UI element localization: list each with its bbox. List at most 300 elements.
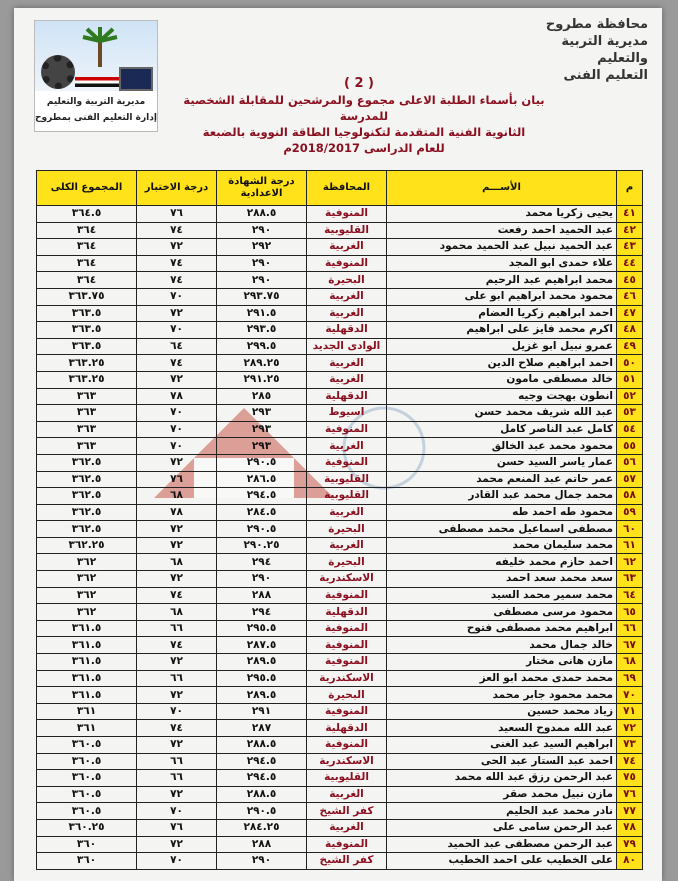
directorate-logo (34, 20, 158, 132)
table-row (37, 819, 643, 836)
prep-score-cell: ٢٩٤ (217, 554, 307, 571)
governorate-cell: الدقهلية (307, 720, 387, 737)
total-score-cell: ٣٦١.٥ (37, 687, 137, 704)
student-name-cell: مازن هانى مختار (387, 654, 617, 671)
total-score-cell: ٣٦٣.٢٥ (37, 371, 137, 388)
col-header-prep-score: درجة الشهادة الاعدادية (217, 171, 307, 206)
total-score-cell: ٣٦٤ (37, 255, 137, 272)
governorate-cell: الغربية (307, 288, 387, 305)
prep-score-cell: ٢٨٨.٥ (217, 786, 307, 803)
prep-score-cell: ٢٨٦.٥ (217, 471, 307, 488)
row-number-cell: ٦٤ (617, 587, 643, 604)
prep-score-cell: ٢٩٠ (217, 255, 307, 272)
prep-score-cell: ٢٩٠ (217, 853, 307, 870)
table-row (37, 371, 643, 388)
test-score-cell: ٧٢ (137, 786, 217, 803)
row-number-cell: ٧٣ (617, 737, 643, 754)
test-score-cell: ٧٢ (137, 371, 217, 388)
row-number-cell: ٧٥ (617, 770, 643, 787)
governorate-cell: القليوبية (307, 488, 387, 505)
test-score-cell: ٧٤ (137, 222, 217, 239)
table-row (37, 803, 643, 820)
student-name-cell: عمار ياسر السيد حسن (387, 454, 617, 471)
total-score-cell: ٣٦٢.٥ (37, 454, 137, 471)
governorate-cell: البحيرة (307, 521, 387, 538)
prep-score-cell: ٢٩٤.٥ (217, 770, 307, 787)
test-score-cell: ٧٨ (137, 504, 217, 521)
total-score-cell: ٣٦٤ (37, 222, 137, 239)
table-row (37, 836, 643, 853)
col-header-total: المجموع الكلى (37, 171, 137, 206)
table-row (37, 305, 643, 322)
total-score-cell: ٣٦٣.٥ (37, 338, 137, 355)
student-name-cell: عبد الله ممدوح السعيد (387, 720, 617, 737)
table-row (37, 587, 643, 604)
total-score-cell: ٣٦٠.٥ (37, 803, 137, 820)
col-header-governorate: المحافظة (307, 171, 387, 206)
row-number-cell: ٥٤ (617, 421, 643, 438)
table-row (37, 471, 643, 488)
test-score-cell: ٧٦ (137, 819, 217, 836)
row-number-cell: ٤٦ (617, 288, 643, 305)
prep-score-cell: ٢٩٠.٥ (217, 521, 307, 538)
governorate-cell: المنوفية (307, 421, 387, 438)
governorate-cell: الغربية (307, 504, 387, 521)
row-number-cell: ٧٩ (617, 836, 643, 853)
governorate-cell: الغربية (307, 239, 387, 256)
total-score-cell: ٣٦٢ (37, 604, 137, 621)
prep-score-cell: ٢٨٨.٥ (217, 737, 307, 754)
test-score-cell: ٦٦ (137, 620, 217, 637)
student-name-cell: محمود محمد ابراهيم ابو على (387, 288, 617, 305)
row-number-cell: ٥٢ (617, 388, 643, 405)
prep-score-cell: ٢٩١ (217, 703, 307, 720)
row-number-cell: ٦٣ (617, 571, 643, 588)
total-score-cell: ٣٦٣.٢٥ (37, 355, 137, 372)
row-number-cell: ٦٦ (617, 620, 643, 637)
row-number-cell: ٦٢ (617, 554, 643, 571)
prep-score-cell: ٢٨٤.٢٥ (217, 819, 307, 836)
governorate-cell: الدقهلية (307, 322, 387, 339)
student-name-cell: محمود طه احمد طه (387, 504, 617, 521)
total-score-cell: ٣٦٠ (37, 836, 137, 853)
prep-score-cell: ٢٩٠.٥ (217, 803, 307, 820)
governorate-cell: القليوبية (307, 222, 387, 239)
test-score-cell: ٧٢ (137, 687, 217, 704)
student-name-cell: محمد سمير محمد السيد (387, 587, 617, 604)
total-score-cell: ٣٦٠ (37, 853, 137, 870)
test-score-cell: ٧٠ (137, 322, 217, 339)
prep-score-cell: ٢٩٤ (217, 604, 307, 621)
total-score-cell: ٣٦٠.٥ (37, 770, 137, 787)
department-line: التعليم الفنى (563, 68, 648, 83)
prep-score-cell: ٢٩٣.٥ (217, 322, 307, 339)
row-number-cell: ٤٤ (617, 255, 643, 272)
table-row (37, 620, 643, 637)
prep-score-cell: ٢٩١.٢٥ (217, 371, 307, 388)
student-name-cell: ابراهيم السيد عبد الغنى (387, 737, 617, 754)
governorate-cell: كفر الشيخ (307, 803, 387, 820)
test-score-cell: ٧٠ (137, 803, 217, 820)
total-score-cell: ٣٦١.٥ (37, 637, 137, 654)
table-row (37, 753, 643, 770)
total-score-cell: ٣٦١ (37, 720, 137, 737)
row-number-cell: ٤٨ (617, 322, 643, 339)
table-row (37, 206, 643, 223)
col-header-num: م (617, 171, 643, 206)
table-row (37, 405, 643, 422)
row-number-cell: ٤١ (617, 206, 643, 223)
student-name-cell: زياد محمد حسين (387, 703, 617, 720)
prep-score-cell: ٢٨٧.٥ (217, 637, 307, 654)
title-line-2: الثانوية الفنية المتقدمة لتكنولوجيا الطاقة النووية بالضبعة (202, 125, 526, 139)
total-score-cell: ٣٦٢.٢٥ (37, 537, 137, 554)
test-score-cell: ٧٤ (137, 637, 217, 654)
row-number-cell: ٦٩ (617, 670, 643, 687)
governorate-cell: البحيرة (307, 687, 387, 704)
governorate-cell: الدقهلية (307, 604, 387, 621)
prep-score-cell: ٢٨٨ (217, 587, 307, 604)
governorate-cell: البحيرة (307, 554, 387, 571)
prep-score-cell: ٢٩٤.٥ (217, 488, 307, 505)
row-number-cell: ٤٥ (617, 272, 643, 289)
table-row (37, 488, 643, 505)
prep-score-cell: ٢٨٨ (217, 836, 307, 853)
governorate-cell: المنوفية (307, 737, 387, 754)
table-row (37, 222, 643, 239)
test-score-cell: ٧٢ (137, 571, 217, 588)
row-number-cell: ٥٨ (617, 488, 643, 505)
student-name-cell: احمد عبد الستار عبد الحى (387, 753, 617, 770)
prep-score-cell: ٢٨٥ (217, 388, 307, 405)
test-score-cell: ٧٢ (137, 305, 217, 322)
total-score-cell: ٣٦٢.٥ (37, 521, 137, 538)
sheet-number: ( 2 ) (344, 76, 374, 91)
student-name-cell: محمد سليمان محمد (387, 537, 617, 554)
table-row (37, 703, 643, 720)
student-name-cell: محمد محمود جابر محمد (387, 687, 617, 704)
total-score-cell: ٣٦٣ (37, 421, 137, 438)
test-score-cell: ٧٠ (137, 703, 217, 720)
row-number-cell: ٧٢ (617, 720, 643, 737)
student-name-cell: عمرو نبيل ابو غزيل (387, 338, 617, 355)
total-score-cell: ٣٦٢.٥ (37, 488, 137, 505)
total-score-cell: ٣٦٣ (37, 405, 137, 422)
table-row (37, 786, 643, 803)
test-score-cell: ٧٢ (137, 239, 217, 256)
governorate-cell: المنوفية (307, 206, 387, 223)
student-name-cell: عبد الله شريف محمد حسن (387, 405, 617, 422)
governorate-cell: القليوبية (307, 770, 387, 787)
student-name-cell: سعد محمد سعد احمد (387, 571, 617, 588)
test-score-cell: ٦٨ (137, 554, 217, 571)
row-number-cell: ٧٤ (617, 753, 643, 770)
row-number-cell: ٤٢ (617, 222, 643, 239)
egypt-flag-icon (75, 77, 119, 87)
logo-caption-department: إدارة التعليم الفنى بمطروح (35, 113, 157, 123)
row-number-cell: ٧١ (617, 703, 643, 720)
governorate-cell: البحيرة (307, 272, 387, 289)
row-number-cell: ٧٠ (617, 687, 643, 704)
prep-score-cell: ٢٩٣ (217, 438, 307, 455)
student-name-cell: احمد ابراهيم زكريا العضام (387, 305, 617, 322)
total-score-cell: ٣٦٠.٥ (37, 737, 137, 754)
total-score-cell: ٣٦١ (37, 703, 137, 720)
table-body (37, 206, 643, 870)
governorate-cell: المنوفية (307, 454, 387, 471)
test-score-cell: ٦٦ (137, 770, 217, 787)
test-score-cell: ٧٦ (137, 471, 217, 488)
row-number-cell: ٦١ (617, 537, 643, 554)
table-row (37, 554, 643, 571)
governorate-cell: الاسكندرية (307, 571, 387, 588)
total-score-cell: ٣٦٢ (37, 554, 137, 571)
governorate-cell: كفر الشيخ (307, 853, 387, 870)
table-row (37, 421, 643, 438)
table-row (37, 504, 643, 521)
total-score-cell: ٣٦٣ (37, 438, 137, 455)
table-row (37, 338, 643, 355)
total-score-cell: ٣٦٣.٥ (37, 305, 137, 322)
document-title (164, 92, 564, 156)
row-number-cell: ٤٩ (617, 338, 643, 355)
row-number-cell: ٥٥ (617, 438, 643, 455)
student-name-cell: محمد حمدى محمد ابو العز (387, 670, 617, 687)
governorate-cell: القليوبية (307, 471, 387, 488)
test-score-cell: ٧٨ (137, 388, 217, 405)
student-name-cell: محمود محمد عبد الخالق (387, 438, 617, 455)
table-row (37, 571, 643, 588)
student-name-cell: ابراهيم محمد مصطفى فتوح (387, 620, 617, 637)
total-score-cell: ٣٦٤.٥ (37, 206, 137, 223)
prep-score-cell: ٢٨٩.٥ (217, 654, 307, 671)
letterhead (518, 16, 648, 84)
row-number-cell: ٥٣ (617, 405, 643, 422)
total-score-cell: ٣٦٤ (37, 272, 137, 289)
prep-score-cell: ٢٨٩.٢٥ (217, 355, 307, 372)
governorate-cell: الغربية (307, 438, 387, 455)
prep-score-cell: ٢٩٤.٥ (217, 753, 307, 770)
test-score-cell: ٦٨ (137, 488, 217, 505)
table-row (37, 355, 643, 372)
prep-score-cell: ٢٩٥.٥ (217, 670, 307, 687)
governorate-cell: الغربية (307, 537, 387, 554)
prep-score-cell: ٢٨٧ (217, 720, 307, 737)
test-score-cell: ٧٤ (137, 355, 217, 372)
table-row (37, 255, 643, 272)
governorate-cell: الاسكندرية (307, 753, 387, 770)
governorate-cell: الغربية (307, 371, 387, 388)
laptop-icon (119, 67, 153, 91)
governorate-cell: المنوفية (307, 255, 387, 272)
test-score-cell: ٦٨ (137, 604, 217, 621)
test-score-cell: ٧٢ (137, 454, 217, 471)
governorate-cell: المنوفية (307, 620, 387, 637)
col-header-test-score: درجة الاختبار (137, 171, 217, 206)
governorate-cell: المنوفية (307, 654, 387, 671)
prep-score-cell: ٢٩٥.٥ (217, 620, 307, 637)
row-number-cell: ٧٨ (617, 819, 643, 836)
table-row (37, 604, 643, 621)
row-number-cell: ٧٧ (617, 803, 643, 820)
table-row (37, 720, 643, 737)
total-score-cell: ٣٦٢ (37, 587, 137, 604)
row-number-cell: ٧٦ (617, 786, 643, 803)
test-score-cell: ٧٠ (137, 421, 217, 438)
directorate-line: مديرية التربية والتعليم (561, 34, 648, 66)
prep-score-cell: ٢٨٩.٥ (217, 687, 307, 704)
student-name-cell: كامل عبد الناصر كامل (387, 421, 617, 438)
row-number-cell: ٥٩ (617, 504, 643, 521)
total-score-cell: ٣٦٠.٢٥ (37, 819, 137, 836)
table-row (37, 438, 643, 455)
table-row (37, 853, 643, 870)
total-score-cell: ٣٦١.٥ (37, 654, 137, 671)
table-row (37, 322, 643, 339)
total-score-cell: ٣٦٤ (37, 239, 137, 256)
logo-caption-directorate: مديرية التربية والتعليم (46, 97, 146, 107)
table-row (37, 388, 643, 405)
total-score-cell: ٣٦٢.٥ (37, 504, 137, 521)
total-score-cell: ٣٦١.٥ (37, 620, 137, 637)
row-number-cell: ٦٨ (617, 654, 643, 671)
table-row (37, 272, 643, 289)
prep-score-cell: ٢٩٠ (217, 571, 307, 588)
student-name-cell: عبد الرحمن سامى على (387, 819, 617, 836)
prep-score-cell: ٢٩٣.٧٥ (217, 288, 307, 305)
table-row (37, 637, 643, 654)
total-score-cell: ٣٦٢ (37, 571, 137, 588)
governorate-cell: اسيوط (307, 405, 387, 422)
student-name-cell: مازن نبيل محمد صقر (387, 786, 617, 803)
test-score-cell: ٦٦ (137, 670, 217, 687)
student-name-cell: عبد الرحمن رزق عبد الله محمد (387, 770, 617, 787)
table-row (37, 670, 643, 687)
governorate-cell: الغربية (307, 305, 387, 322)
total-score-cell: ٣٦١.٥ (37, 670, 137, 687)
row-number-cell: ٥٠ (617, 355, 643, 372)
prep-score-cell: ٢٩٩.٥ (217, 338, 307, 355)
test-score-cell: ٧٠ (137, 405, 217, 422)
governorate-cell: الغربية (307, 819, 387, 836)
row-number-cell: ٦٥ (617, 604, 643, 621)
total-score-cell: ٣٦٠.٥ (37, 786, 137, 803)
test-score-cell: ٧٠ (137, 288, 217, 305)
gear-icon (41, 55, 75, 89)
total-score-cell: ٣٦٣.٧٥ (37, 288, 137, 305)
row-number-cell: ٨٠ (617, 853, 643, 870)
test-score-cell: ٦٤ (137, 338, 217, 355)
student-name-cell: عبد الحميد نبيل عبد الحميد محمود (387, 239, 617, 256)
student-name-cell: على الخطيب على احمد الخطيب (387, 853, 617, 870)
test-score-cell: ٧٢ (137, 836, 217, 853)
student-name-cell: احمد حازم محمد خليفه (387, 554, 617, 571)
prep-score-cell: ٢٩٣ (217, 421, 307, 438)
prep-score-cell: ٢٩٠.٢٥ (217, 537, 307, 554)
table-row (37, 770, 643, 787)
total-score-cell: ٣٦٣.٥ (37, 322, 137, 339)
student-name-cell: عبد الحميد احمد رفعت (387, 222, 617, 239)
governorate-cell: الدقهلية (307, 388, 387, 405)
palm-tree-icon (81, 27, 119, 67)
document-page (14, 8, 662, 881)
table-row (37, 687, 643, 704)
student-name-cell: خالد جمال محمد (387, 637, 617, 654)
student-name-cell: عمر حاتم عبد المنعم محمد (387, 471, 617, 488)
student-name-cell: محمود مرسى مصطفى (387, 604, 617, 621)
table-row (37, 537, 643, 554)
test-score-cell: ٧٤ (137, 587, 217, 604)
table-header-row (37, 171, 643, 206)
row-number-cell: ٦٧ (617, 637, 643, 654)
student-name-cell: محمد ابراهيم عبد الرحيم (387, 272, 617, 289)
prep-score-cell: ٢٩٠ (217, 272, 307, 289)
row-number-cell: ٥٧ (617, 471, 643, 488)
test-score-cell: ٧٠ (137, 853, 217, 870)
title-line-1: بيان بأسماء الطلبة الاعلى مجموع والمرشحين للمقابلة الشخصية للمدرسة (183, 93, 545, 123)
test-score-cell: ٧٠ (137, 438, 217, 455)
student-name-cell: يحيى زكريا محمد (387, 206, 617, 223)
student-name-cell: احمد ابراهيم صلاح الدين (387, 355, 617, 372)
governorate-cell: الاسكندرية (307, 670, 387, 687)
test-score-cell: ٧٤ (137, 720, 217, 737)
prep-score-cell: ٢٩٠.٥ (217, 454, 307, 471)
governorate-cell: الوادى الجديد (307, 338, 387, 355)
table-row (37, 654, 643, 671)
row-number-cell: ٦٠ (617, 521, 643, 538)
table-row (37, 521, 643, 538)
total-score-cell: ٣٦٠.٥ (37, 753, 137, 770)
governorate-cell: المنوفية (307, 637, 387, 654)
governorate-cell: المنوفية (307, 836, 387, 853)
governorate-cell: الغربية (307, 786, 387, 803)
prep-score-cell: ٢٨٨.٥ (217, 206, 307, 223)
test-score-cell: ٧٢ (137, 737, 217, 754)
table-row (37, 737, 643, 754)
total-score-cell: ٣٦٣ (37, 388, 137, 405)
student-name-cell: علاء حمدى ابو المجد (387, 255, 617, 272)
student-name-cell: نادر محمد عبد الحليم (387, 803, 617, 820)
governorate-line: محافظة مطروح (545, 17, 648, 32)
table-row (37, 454, 643, 471)
governorate-cell: الغربية (307, 355, 387, 372)
test-score-cell: ٧٢ (137, 521, 217, 538)
governorate-cell: المنوفية (307, 587, 387, 604)
row-number-cell: ٤٣ (617, 239, 643, 256)
test-score-cell: ٧٤ (137, 255, 217, 272)
student-name-cell: عبد الرحمن مصطفى عبد الحميد (387, 836, 617, 853)
test-score-cell: ٧٤ (137, 272, 217, 289)
prep-score-cell: ٢٩٣ (217, 405, 307, 422)
student-name-cell: خالد مصطفى مامون (387, 371, 617, 388)
row-number-cell: ٥١ (617, 371, 643, 388)
prep-score-cell: ٢٨٤.٥ (217, 504, 307, 521)
student-name-cell: اكرم محمد فايز على ابراهيم (387, 322, 617, 339)
student-name-cell: انطون بهجت وجيه (387, 388, 617, 405)
student-name-cell: مصطفى اسماعيل محمد مصطفى (387, 521, 617, 538)
student-name-cell: محمد جمال محمد عبد القادر (387, 488, 617, 505)
row-number-cell: ٥٦ (617, 454, 643, 471)
prep-score-cell: ٢٩٢ (217, 239, 307, 256)
total-score-cell: ٣٦٢.٥ (37, 471, 137, 488)
prep-score-cell: ٢٩٠ (217, 222, 307, 239)
title-line-3: للعام الدراسى 2018/2017م (283, 141, 445, 155)
test-score-cell: ٦٦ (137, 753, 217, 770)
prep-score-cell: ٢٩١.٥ (217, 305, 307, 322)
governorate-cell: المنوفية (307, 703, 387, 720)
students-table (36, 170, 643, 870)
col-header-name: الأســـم (387, 171, 617, 206)
